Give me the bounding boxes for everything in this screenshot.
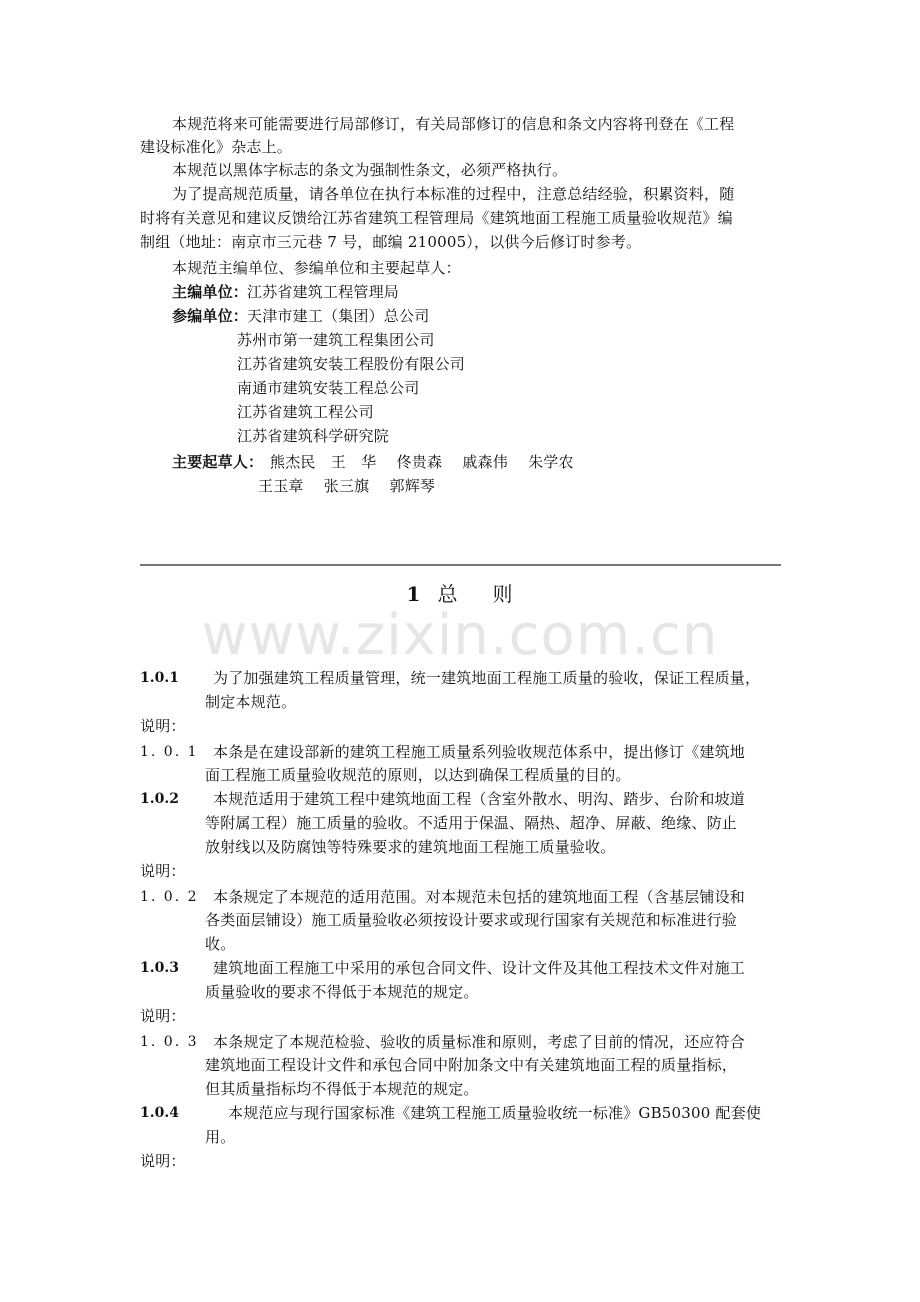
explanation-label: 说明：	[140, 862, 186, 880]
explanation-text-line: 面工程施工质量验收规范的原则，以达到确保工程质量的目的。	[205, 766, 631, 784]
participant-unit: 江苏省建筑工程公司	[237, 403, 374, 421]
explanation-text-line: 建筑地面工程设计文件和承包合同中附加条文中有关建筑地面工程的质量指标，	[205, 1056, 738, 1074]
chief-editor-value: 江苏省建筑工程管理局	[247, 283, 400, 301]
explanation-label: 说明：	[140, 1007, 186, 1025]
chapter-title-char-2: 则	[492, 582, 514, 606]
participant-unit: 天津市建工（集团）总公司	[247, 307, 430, 325]
clause-number: 1.0.3	[140, 960, 179, 976]
clause-text-line: 用。	[205, 1128, 236, 1146]
clause-number: 1.0.2	[140, 791, 179, 807]
explanation-text-line: 各类面层铺设）施工质量验收必须按设计要求或现行国家有关规范和标准进行验	[205, 911, 738, 929]
explanation-number: 1. 0. 1	[140, 744, 199, 760]
chief-editor-label: 主编单位：	[172, 283, 249, 301]
intro-paragraph-3-line-1: 为了提高规范质量，请各单位在执行本标准的过程中，注意总结经验，积累资料，随	[172, 185, 735, 203]
clause-number: 1.0.1	[140, 670, 179, 686]
intro-paragraph-2: 本规范以黑体字标志的条文为强制性条文，必须严格执行。	[172, 161, 568, 179]
clause-number: 1.0.4	[140, 1105, 179, 1121]
clause-text-line: 本规范适用于建筑工程中建筑地面工程（含室外散水、明沟、踏步、台阶和坡道	[213, 790, 746, 808]
clause-text-line: 本规范应与现行国家标准《建筑工程施工质量验收统一标准》GB50300 配套使	[228, 1104, 762, 1122]
explanation-text-line: 本条是在建设部新的建筑工程施工质量系列验收规范体系中，提出修订《建筑地	[213, 743, 746, 761]
participant-unit: 江苏省建筑科学研究院	[237, 427, 390, 445]
clause-text-line: 等附属工程）施工质量的验收。不适用于保温、隔热、超净、屏蔽、绝缘、防止	[205, 814, 738, 832]
participant-unit: 苏州市第一建筑工程集团公司	[237, 331, 435, 349]
intro-paragraph-1-line-2: 建设标准化》杂志上。	[140, 138, 293, 156]
participant-unit: 江苏省建筑安装工程股份有限公司	[237, 355, 466, 373]
participants-label: 参编单位：	[172, 307, 249, 325]
drafters-line-2: 王玉章 张三旗 郭辉琴	[258, 477, 436, 495]
clause-text-line: 质量验收的要求不得低于本规范的规定。	[205, 983, 479, 1001]
explanation-label: 说明：	[140, 717, 186, 735]
watermark: www.zixin.com.cn	[201, 603, 719, 668]
explanation-text-line: 本条规定了本规范检验、验收的质量标准和原则，考虑了目前的情况，还应符合	[213, 1033, 746, 1051]
drafters-label: 主要起草人：	[172, 453, 264, 471]
chapter-title-char-1: 总	[437, 582, 459, 606]
drafters-line-1: 熊杰民 王 华 佟贵森 戚森伟 朱学农	[270, 453, 574, 471]
section-divider	[140, 564, 781, 566]
intro-paragraph-3-line-2: 时将有关意见和建议反馈给江苏省建筑工程管理局《建筑地面工程施工质量验收规范》编	[140, 209, 733, 227]
explanation-number: 1. 0. 2	[140, 889, 199, 905]
clause-text-line: 放射线以及防腐蚀等特殊要求的建筑地面工程施工质量验收。	[205, 838, 616, 856]
explanation-text-line: 本条规定了本规范的适用范围。对本规范未包括的建筑地面工程（含基层铺设和	[213, 888, 746, 906]
explanation-number: 1. 0. 3	[140, 1034, 199, 1050]
explanation-label: 说明：	[140, 1152, 186, 1170]
intro-paragraph-1-line-1: 本规范将来可能需要进行局部修订，有关局部修订的信息和条文内容将刊登在《工程	[172, 115, 735, 133]
clause-text-line: 制定本规范。	[205, 693, 297, 711]
chapter-number: 1	[406, 582, 422, 606]
participant-unit: 南通市建筑安装工程总公司	[237, 379, 420, 397]
intro-paragraph-3-line-3: 制组（地址：南京市三元巷 7 号，邮编 210005），以供今后修订时参考。	[140, 233, 642, 251]
clause-text-line: 为了加强建筑工程质量管理，统一建筑地面工程施工质量的验收，保证工程质量，	[213, 669, 761, 687]
explanation-text-line: 但其质量指标均不得低于本规范的规定。	[205, 1080, 479, 1098]
intro-paragraph-4: 本规范主编单位、参编单位和主要起草人：	[172, 259, 461, 277]
explanation-text-line: 收。	[205, 935, 236, 953]
clause-text-line: 建筑地面工程施工中采用的承包合同文件、设计文件及其他工程技术文件对施工	[213, 959, 746, 977]
